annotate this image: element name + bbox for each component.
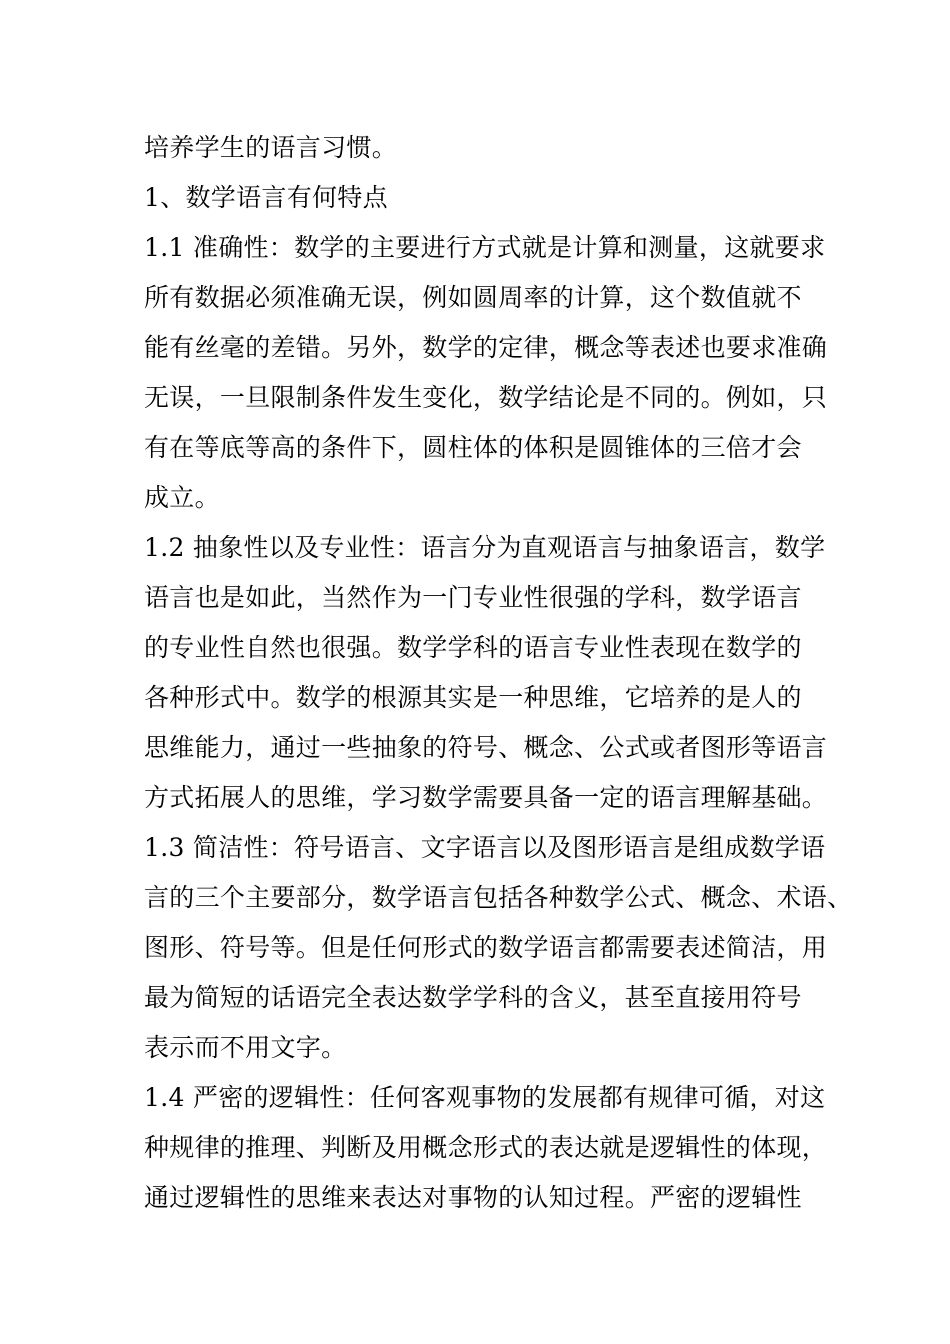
text-line: 的专业性自然也很强。数学学科的语言专业性表现在数学的 [144, 633, 802, 662]
text-line: 1.1 准确性：数学的主要进行方式就是计算和测量，这就要求 [144, 233, 826, 262]
text-line: 能有丝毫的差错。另外，数学的定律，概念等表述也要求准确 [144, 333, 828, 362]
text-line: 通过逻辑性的思维来表达对事物的认知过程。严密的逻辑性 [144, 1183, 802, 1212]
text-line: 1.3 简洁性：符号语言、文字语言以及图形语言是组成数学语 [144, 833, 826, 862]
section-heading: 1、数学语言有何特点 [144, 183, 388, 212]
text-line: 各种形式中。数学的根源其实是一种思维，它培养的是人的 [144, 683, 802, 712]
text-line: 言的三个主要部分，数学语言包括各种数学公式、概念、术语、 [144, 883, 853, 912]
text-line: 最为简短的话语完全表达数学学科的含义，甚至直接用符号 [144, 983, 802, 1012]
text-line: 语言也是如此，当然作为一门专业性很强的学科，数学语言 [144, 583, 802, 612]
text-line: 所有数据必须准确无误，例如圆周率的计算，这个数值就不 [144, 283, 802, 312]
text-line: 成立。 [144, 483, 220, 512]
text-line: 方式拓展人的思维，学习数学需要具备一定的语言理解基础。 [144, 783, 828, 812]
text-line: 图形、符号等。但是任何形式的数学语言都需要表述简洁，用 [144, 933, 828, 962]
text-line: 1.2 抽象性以及专业性：语言分为直观语言与抽象语言，数学 [144, 533, 826, 562]
text-line: 表示而不用文字。 [144, 1033, 347, 1062]
text-line: 有在等底等高的条件下，圆柱体的体积是圆锥体的三倍才会 [144, 433, 802, 462]
text-line: 种规律的推理、判断及用概念形式的表达就是逻辑性的体现， [144, 1133, 828, 1162]
text-line: 无误，一旦限制条件发生变化，数学结论是不同的。例如，只 [144, 383, 828, 412]
text-line: 1.4 严密的逻辑性：任何客观事物的发展都有规律可循，对这 [144, 1083, 826, 1112]
text-line: 培养学生的语言习惯。 [144, 133, 398, 162]
text-line: 思维能力，通过一些抽象的符号、概念、公式或者图形等语言 [144, 733, 828, 762]
